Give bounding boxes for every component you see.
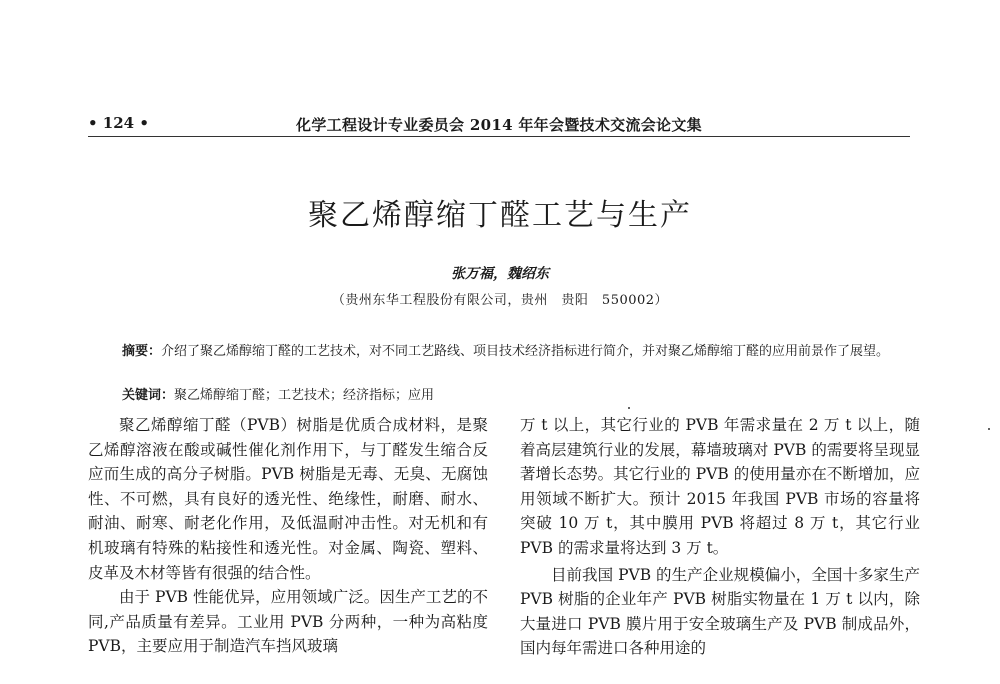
paragraph: 聚乙烯醇缩丁醛（PVB）树脂是优质合成材料，是聚乙烯醇溶液在酸或碱性催化剂作用下，与丁醛发生缩合反应而生成的高分子树脂。PVB 树脂是无毒、无臭、无腐蚀性、不可燃，具有良好的透光性、绝缘性，耐磨、耐水、耐油、耐寒、耐老化作用，及低温耐冲击性。对无机和有机玻璃有特殊的粘接性和透光性。对金属、陶瓷、塑料、皮革及木材等皆有很强的结合性。 [88, 416, 488, 582]
paper-title: 聚乙烯醇缩丁醛工艺与生产 [308, 198, 692, 233]
author-affiliation: （贵州东华工程股份有限公司，贵州 贵阳 550002） [331, 293, 669, 308]
journal-title: 化学工程设计专业委员会 2014 年年会暨技术交流会论文集 [296, 116, 702, 134]
running-header [88, 112, 910, 137]
keywords-label: 关键词： [122, 388, 175, 403]
abstract-label: 摘要： [122, 344, 162, 359]
paper-authors: 张万福，魏绍东 [451, 266, 549, 282]
abstract-text: 介绍了聚乙烯醇缩丁醛的工艺技术，对不同工艺路线、项目技术经济指标进行简介，并对聚乙烯醇缩丁醛的应用前景作了展望。 [161, 344, 890, 359]
scan-speck [988, 428, 990, 430]
body-column-left [88, 413, 488, 659]
body-column-right [520, 413, 920, 661]
keywords [122, 386, 892, 406]
abstract [122, 340, 892, 363]
scan-speck [628, 407, 630, 409]
keywords-text: 聚乙烯醇缩丁醛；工艺技术；经济指标；应用 [174, 388, 435, 403]
paragraph: 目前我国 PVB 的生产企业规模偏小，全国十多家生产 PVB 树脂的企业年产 PVB 树脂实物量在 1 万 t 以内，除大量进口 PVB 膜片用于安全玻璃生产及 PVB 制成品外，国内每年需进口各种用途的 [520, 565, 920, 658]
paragraph: 万 t 以上，其它行业的 PVB 年需求量在 2 万 t 以上，随着高层建筑行业的发展，幕墙玻璃对 PVB 的需要将呈现显著增长态势。其它行业的 PVB 的使用量亦在不断增加，应用领域不断扩大。预计 2015 年我国 PVB 市场的容量将突破 10 万 t，其中膜用 PVB 将超过 8 万 t，其它行业 PVB 的需求量将达到 3 万 t。 [520, 416, 920, 557]
page-number: • 124 • [88, 114, 149, 132]
paragraph: 由于 PVB 性能优异，应用领域广泛。因生产工艺的不同,产品质量有差异。工业用 PVB 分两种，一种为高粘度 PVB，主要应用于制造汽车挡风玻璃 [88, 588, 488, 656]
